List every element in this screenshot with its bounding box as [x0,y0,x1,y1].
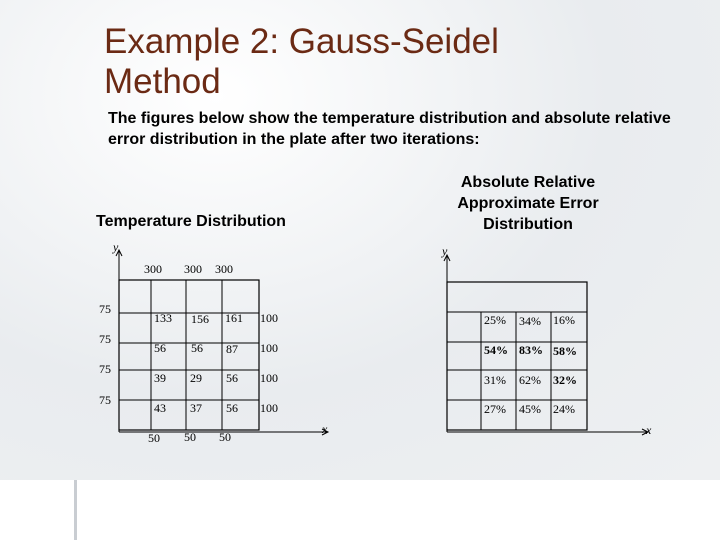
error-cell: 25% [484,313,506,327]
error-cell: 34% [519,314,541,328]
temperature-x-label: x [322,422,328,436]
temperature-cell: 37 [190,401,202,415]
temperature-cell: 56 [226,401,238,415]
temperature-y-label: y [113,240,119,254]
error-cell: 58% [553,344,577,358]
error-interior-values [484,313,577,416]
boundary-left-value: 75 [99,393,111,407]
boundary-left-value: 75 [99,302,111,316]
error-figure [441,244,652,437]
error-cell: 24% [553,402,575,416]
temperature-cell: 39 [154,371,166,385]
temperature-cell: 161 [225,311,243,325]
boundary-bottom-value: 50 [148,431,160,445]
temperature-boundary-top [144,262,233,276]
temperature-interior-values [154,311,243,415]
temperature-cell: 29 [190,371,202,385]
error-y-label: y [442,244,448,258]
slide-title: Example 2: Gauss-Seidel Method [104,22,499,101]
boundary-right-value: 100 [260,341,278,355]
temperature-cell: 56 [191,341,203,355]
temperature-cell: 133 [154,311,172,325]
temperature-cell: 156 [191,312,209,326]
error-x-label: x [646,423,652,437]
error-cell: 62% [519,373,541,387]
temperature-cell: 87 [226,342,238,356]
error-cell: 45% [519,402,541,416]
error-cell: 83% [519,343,543,357]
temperature-boundary-right [260,311,278,415]
boundary-top-value: 300 [215,262,233,276]
temperature-caption: Temperature Distribution [96,213,286,230]
boundary-right-value: 100 [260,311,278,325]
temperature-figure [99,240,328,445]
boundary-left-value: 75 [99,332,111,346]
error-cell: 54% [484,343,508,357]
error-cell: 32% [553,373,577,387]
boundary-right-value: 100 [260,401,278,415]
temperature-plate [119,280,259,430]
boundary-top-value: 300 [144,262,162,276]
temperature-cell: 43 [154,401,166,415]
error-cell: 31% [484,373,506,387]
temperature-cell: 56 [154,341,166,355]
temperature-grid-lines [119,280,259,430]
slide-intro: The figures below show the temperature distribution and absolute relative error distribution in the plate after two iterations: [108,110,671,148]
temperature-boundary-left [99,302,111,407]
boundary-right-value: 100 [260,371,278,385]
error-cell: 16% [553,313,575,327]
error-cell: 27% [484,402,506,416]
boundary-bottom-value: 50 [219,430,231,444]
boundary-top-value: 300 [184,262,202,276]
boundary-bottom-value: 50 [184,430,196,444]
boundary-left-value: 75 [99,362,111,376]
error-caption: Absolute Relative Approximate Error Distribution [457,174,599,233]
temperature-cell: 56 [226,371,238,385]
